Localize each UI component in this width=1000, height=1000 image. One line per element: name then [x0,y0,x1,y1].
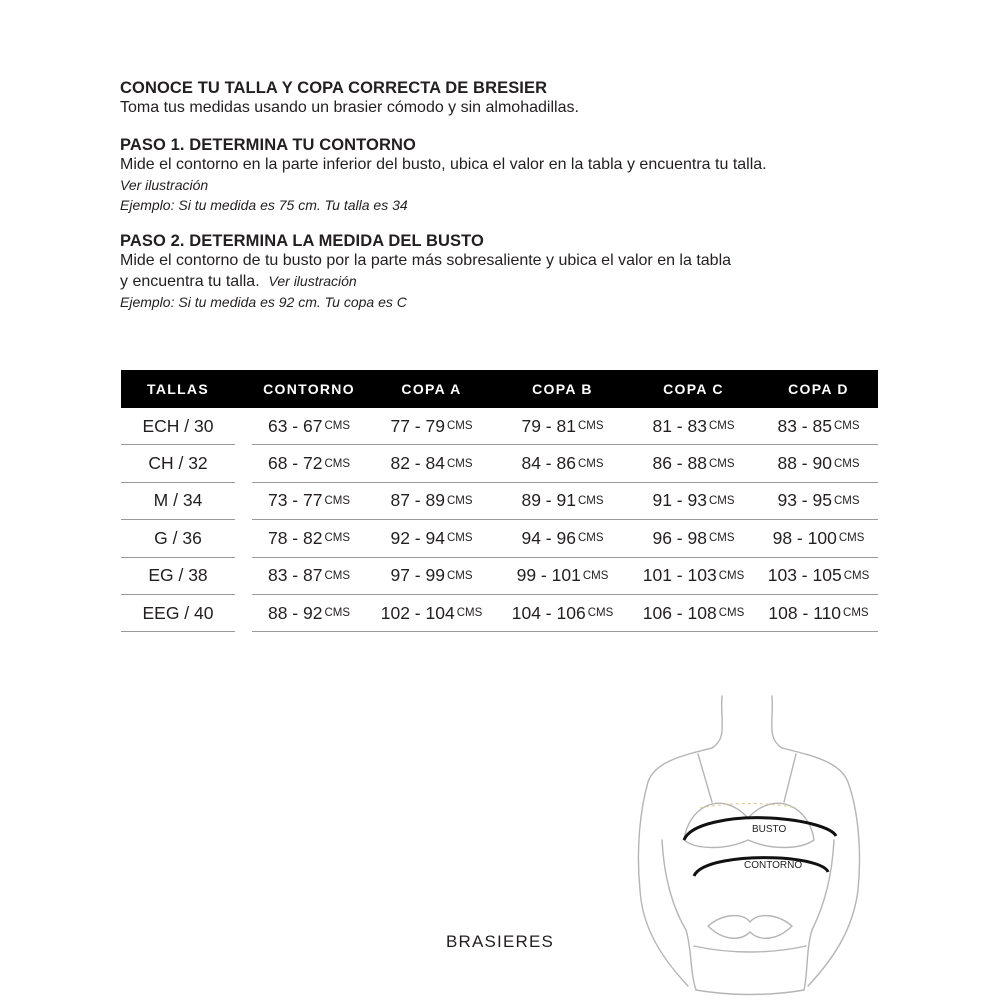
cell-measure [628,445,759,482]
table-row [121,520,878,557]
talla-value: EG / 38 [148,565,208,586]
paso1-ejemplo: Ejemplo: Si tu medida es 75 cm. Tu talla es 34 [120,197,408,213]
paso1-ver-ilustracion: Ver ilustración [120,177,209,193]
paso1-text: Mide el contorno en la parte inferior del busto, ubica el valor en la tabla y encuentra tu talla. [120,156,767,173]
size-table-body [121,408,878,632]
talla-value: ECH / 30 [142,415,214,436]
measure-value: 92 - 94 [390,527,445,548]
hip-line [696,990,804,995]
unit-label: CMS [708,457,735,470]
header-copa-c: COPA C [663,381,724,397]
header-copa-b: COPA B [532,381,593,397]
measure-value: 81 - 83 [652,415,707,436]
measure-value: 78 - 82 [267,527,323,548]
paso2-ver-ilustracion: Ver ilustración [268,273,357,289]
measure-value: 96 - 98 [652,527,707,548]
measure-value: 88 - 92 [267,602,323,623]
measure-value: 98 - 100 [772,527,837,548]
intro-section [120,78,900,312]
unit-label: CMS [587,607,614,620]
cell-measure [366,595,497,632]
measure-value: 101 - 103 [642,565,717,586]
cell-measure [628,595,759,632]
cell-measure [497,558,628,595]
size-table-header [121,370,878,408]
measure-value: 97 - 99 [390,565,445,586]
neck-left-line [712,696,722,748]
unit-label: CMS [718,569,745,582]
table-row [121,408,878,445]
measure-value: 87 - 89 [390,490,445,511]
unit-label: CMS [446,532,473,545]
unit-label: CMS [708,494,735,507]
paso2-heading: PASO 2. DETERMINA LA MEDIDA DEL BUSTO [120,232,484,250]
unit-label: CMS [708,532,735,545]
talla-value: EEG / 40 [142,602,214,623]
unit-label: CMS [833,420,860,433]
cell-measure [628,483,759,520]
footer-brasieres: BRASIERES [445,932,555,951]
size-table [121,370,878,632]
unit-label: CMS [577,494,604,507]
header-tallas: TALLAS [147,381,209,397]
cell-measure [252,558,366,595]
cell-measure [759,595,878,632]
measure-value: 99 - 101 [516,565,581,586]
measure-value: 79 - 81 [521,415,576,436]
cell-talla [121,558,235,595]
unit-label: CMS [324,532,351,545]
table-row [121,445,878,482]
paso2-text-line2-main: y encuentra tu talla. [120,273,260,290]
cell-measure [497,520,628,557]
unit-label: CMS [843,607,869,620]
unit-label: CMS [838,532,865,545]
unit-label: CMS [446,494,473,507]
label-busto: BUSTO [752,824,787,835]
cell-measure [497,483,628,520]
cell-measure [497,445,628,482]
measure-value: 84 - 86 [521,453,576,474]
unit-label: CMS [324,569,351,582]
table-row [121,483,878,520]
cell-measure [252,595,366,632]
table-row [121,595,878,632]
talla-value: M / 34 [153,490,203,511]
paso2-ejemplo: Ejemplo: Si tu medida es 92 cm. Tu copa es C [120,294,407,310]
measure-value: 73 - 77 [267,490,323,511]
measure-value: 83 - 87 [267,565,323,586]
cell-measure [366,520,497,557]
measure-value: 88 - 90 [777,453,832,474]
measure-value: 94 - 96 [521,527,576,548]
measure-value: 103 - 105 [767,565,842,586]
cell-measure [759,558,878,595]
talla-value: CH / 32 [148,453,208,474]
measure-value: 68 - 72 [267,453,323,474]
cell-measure [628,558,759,595]
measure-value: 77 - 79 [390,415,445,436]
measure-value: 83 - 85 [777,415,832,436]
unit-label: CMS [833,457,860,470]
unit-label: CMS [577,532,604,545]
cell-measure [759,520,878,557]
cell-measure [252,483,366,520]
header-copa-d: COPA D [788,381,849,397]
body-measurement-illustration [600,690,930,1000]
measure-value: 93 - 95 [777,490,832,511]
measure-value: 89 - 91 [521,490,576,511]
cell-talla [121,520,235,557]
unit-label: CMS [324,420,351,433]
cell-talla [121,445,235,482]
measure-value: 63 - 67 [267,415,323,436]
unit-label: CMS [456,607,483,620]
cell-measure [366,483,497,520]
cell-measure [628,408,759,445]
cell-talla [121,408,235,445]
unit-label: CMS [843,569,870,582]
unit-label: CMS [446,457,473,470]
cell-measure [497,595,628,632]
bra-left-strap [698,754,712,802]
measure-value: 86 - 88 [652,453,707,474]
cell-talla [121,595,235,632]
measure-value: 102 - 104 [380,602,455,623]
paso1-heading: PASO 1. DETERMINA TU CONTORNO [120,136,416,154]
cell-measure [759,445,878,482]
cell-measure [759,408,878,445]
cell-measure [759,483,878,520]
unit-label: CMS [324,457,351,470]
cell-measure [366,558,497,595]
label-contorno: CONTORNO [744,860,803,871]
unit-label: CMS [446,420,473,433]
table-row [121,558,878,595]
measure-value: 91 - 93 [652,490,707,511]
talla-value: G / 36 [154,527,202,548]
paso2-text-line1: Mide el contorno de tu busto por la parte más sobresaliente y ubica el valor en la tabla [120,252,732,269]
unit-label: CMS [833,494,860,507]
unit-label: CMS [577,457,604,470]
paso2-text-line2 [120,271,900,292]
cell-measure [366,408,497,445]
unit-label: CMS [708,420,735,433]
measure-value: 104 - 106 [511,602,586,623]
neck-right-line [772,696,782,748]
unit-label: CMS [718,607,745,620]
bra-right-strap [784,754,796,802]
page-title: CONOCE TU TALLA Y COPA CORRECTA DE BRESIER [120,79,548,97]
cell-measure [366,445,497,482]
cell-talla [121,483,235,520]
measure-value: 82 - 84 [390,453,445,474]
unit-label: CMS [577,420,604,433]
intro-subtitle: Toma tus medidas usando un brasier cómodo y sin almohadillas. [120,99,579,116]
measure-value: 108 - 110 [768,602,842,623]
torso-left-line [662,840,696,990]
cell-measure [252,408,366,445]
cell-measure [497,408,628,445]
cell-measure [252,520,366,557]
unit-label: CMS [446,569,473,582]
unit-label: CMS [582,569,609,582]
header-copa-a: COPA A [401,381,462,397]
unit-label: CMS [324,494,351,507]
header-contorno: CONTORNO [263,381,355,397]
cell-measure [252,445,366,482]
measure-value: 106 - 108 [642,602,717,623]
unit-label: CMS [324,607,351,620]
cell-measure [628,520,759,557]
